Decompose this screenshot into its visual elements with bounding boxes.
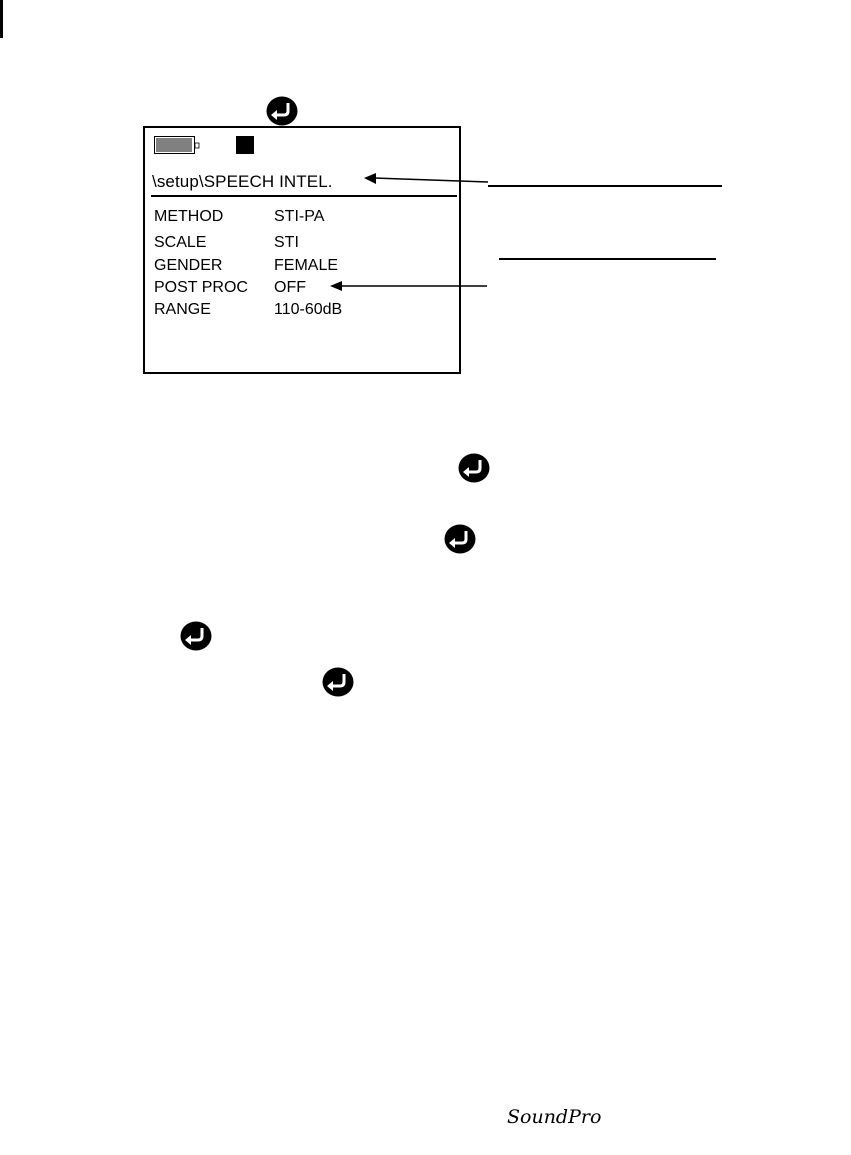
setting-value: FEMALE	[274, 257, 339, 274]
setting-value: OFF	[274, 279, 306, 296]
setting-value: STI-PA	[274, 208, 325, 225]
enter-icon	[180, 621, 212, 651]
enter-icon	[444, 524, 476, 554]
instrument-screen	[143, 126, 461, 374]
page-edge-rule	[0, 0, 3, 38]
setting-value: 110-60dB	[274, 301, 343, 318]
setting-label: POST PROC	[154, 279, 248, 296]
title-divider	[151, 195, 457, 197]
enter-icon	[266, 96, 298, 126]
setting-label: METHOD	[154, 208, 224, 225]
enter-icon	[458, 453, 490, 483]
soundpro-logo: SoundPro	[507, 1106, 602, 1128]
setting-value: STI	[274, 234, 299, 251]
enter-icon	[322, 667, 354, 697]
setting-label: SCALE	[154, 234, 207, 251]
screen-path-title: \setup\SPEECH INTEL.	[152, 172, 333, 191]
battery-icon	[154, 136, 200, 154]
setting-label: GENDER	[154, 257, 223, 274]
setting-label: RANGE	[154, 301, 211, 318]
stop-square-icon	[236, 136, 254, 154]
